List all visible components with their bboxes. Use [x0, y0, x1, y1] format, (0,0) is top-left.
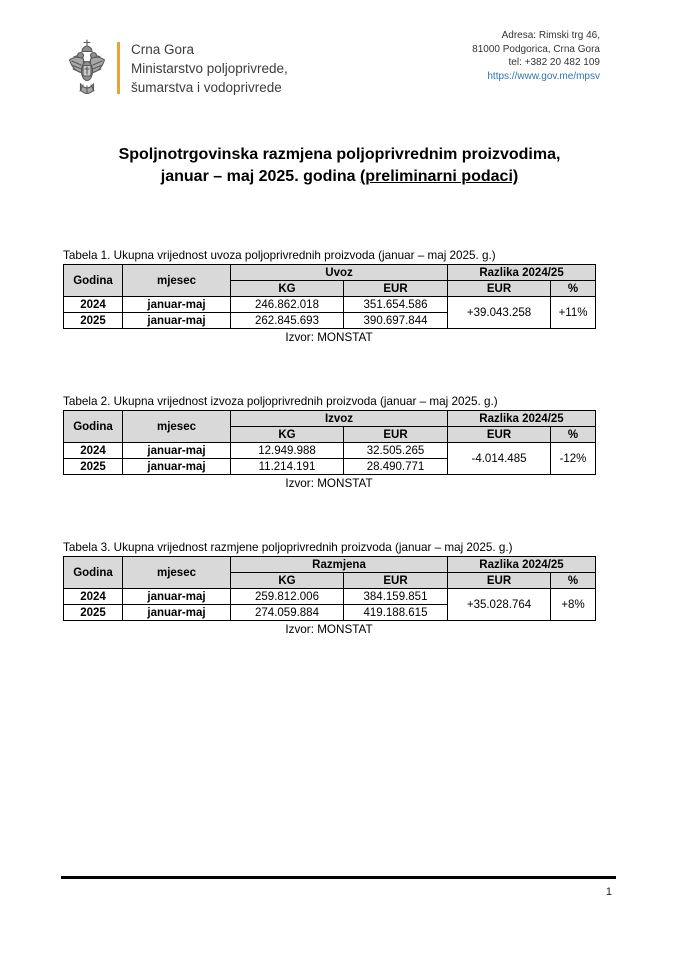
table3-row2-godina: 2025	[64, 605, 123, 621]
table1-header-group: Uvoz	[231, 265, 448, 281]
table1-row2-mjesec: januar-maj	[123, 313, 231, 329]
table1-caption: Tabela 1. Ukupna vrijednost uvoza poljoprivrednih proizvoda (januar – maj 2025. g.)	[63, 249, 496, 262]
org-name-block	[131, 40, 288, 97]
table3-razlika-pct-value: +8%	[551, 589, 596, 621]
table1-row2-godina: 2025	[64, 313, 123, 329]
table1-row2-eur: 390.697.844	[344, 313, 448, 329]
contact-block	[472, 29, 600, 83]
table3-razmjena	[63, 556, 596, 621]
table1-razlika-eur-value: +39.043.258	[448, 297, 551, 329]
table1-row1-eur: 351.654.586	[344, 297, 448, 313]
title-line1: Spoljnotrgovinska razmjena poljoprivrednim proizvodima,	[118, 146, 561, 163]
table1-row1-mjesec: januar-maj	[123, 297, 231, 313]
table3-header-group: Razmjena	[231, 557, 448, 573]
table3-header-eur: EUR	[344, 573, 448, 589]
table3-header-razlika: Razlika 2024/25	[448, 557, 596, 573]
table2-row2-kg: 11.214.191	[231, 459, 344, 475]
table1-row1-godina: 2024	[64, 297, 123, 313]
table2-razlika-pct-value: -12%	[551, 443, 596, 475]
contact-address-line1: Adresa: Rimski trg 46,	[501, 30, 600, 41]
document-title	[0, 144, 679, 188]
table1-uvoz	[63, 264, 596, 329]
table3-header-razlika-eur: EUR	[448, 573, 551, 589]
table1-header-godina: Godina	[64, 265, 123, 297]
org-country: Crna Gora	[131, 41, 195, 57]
contact-phone: tel: +382 20 482 109	[508, 57, 600, 68]
table1-header-kg: KG	[231, 281, 344, 297]
website-link[interactable]: https://www.gov.me/mpsv	[487, 70, 600, 82]
section-izvoz	[63, 395, 596, 490]
table3-caption: Tabela 3. Ukupna vrijednost razmjene poljoprivrednih proizvoda (januar – maj 2025. g.)	[63, 541, 513, 554]
table1-header-razlika-eur: EUR	[448, 281, 551, 297]
coat-of-arms-icon	[66, 38, 108, 98]
table1-header-razlika: Razlika 2024/25	[448, 265, 596, 281]
table3-row1-eur: 384.159.851	[344, 589, 448, 605]
section-razmjena	[63, 541, 596, 636]
table-row	[64, 589, 596, 605]
table3-source: Izvor: MONSTAT	[285, 623, 373, 636]
table1-razlika-pct-value: +11%	[551, 297, 596, 329]
table2-row1-mjesec: januar-maj	[123, 443, 231, 459]
section-uvoz	[63, 249, 596, 344]
table1-header-pct: %	[551, 281, 596, 297]
table2-header-razlika-eur: EUR	[448, 427, 551, 443]
contact-address-line2: 81000 Podgorica, Crna Gora	[472, 43, 600, 55]
table3-razlika-eur-value: +35.028.764	[448, 589, 551, 621]
footer-rule	[61, 876, 616, 879]
title-line2: januar – maj 2025. godina (preliminarni podaci)	[160, 168, 519, 185]
table2-row1-eur: 32.505.265	[344, 443, 448, 459]
table-row	[64, 297, 596, 313]
table2-row1-godina: 2024	[64, 443, 123, 459]
table2-row2-eur: 28.490.771	[344, 459, 448, 475]
table2-header-eur: EUR	[344, 427, 448, 443]
table2-source: Izvor: MONSTAT	[285, 477, 373, 490]
table3-header-mjesec: mjesec	[123, 557, 231, 589]
table3-row1-kg: 259.812.006	[231, 589, 344, 605]
table2-izvoz	[63, 410, 596, 475]
table3-row1-godina: 2024	[64, 589, 123, 605]
table-row	[64, 443, 596, 459]
table3-row1-mjesec: januar-maj	[123, 589, 231, 605]
table3-header-pct: %	[551, 573, 596, 589]
gold-divider	[117, 42, 120, 94]
table2-razlika-eur-value: -4.014.485	[448, 443, 551, 475]
table1-source: Izvor: MONSTAT	[285, 331, 373, 344]
table3-header-kg: KG	[231, 573, 344, 589]
table1-header-mjesec: mjesec	[123, 265, 231, 297]
table2-row1-kg: 12.949.988	[231, 443, 344, 459]
table2-caption: Tabela 2. Ukupna vrijednost izvoza poljoprivrednih proizvoda (januar – maj 2025. g.)	[63, 395, 498, 408]
table3-header-godina: Godina	[64, 557, 123, 589]
title-preliminary-note: (preliminarni podaci)	[359, 168, 519, 185]
table1-row1-kg: 246.862.018	[231, 297, 344, 313]
table2-header-pct: %	[551, 427, 596, 443]
table2-header-kg: KG	[231, 427, 344, 443]
table1-row2-kg: 262.845.693	[231, 313, 344, 329]
letterhead	[66, 38, 288, 98]
table1-header-eur: EUR	[344, 281, 448, 297]
table2-header-group: Izvoz	[231, 411, 448, 427]
table2-header-mjesec: mjesec	[123, 411, 231, 443]
table2-row2-godina: 2025	[64, 459, 123, 475]
table2-header-godina: Godina	[64, 411, 123, 443]
table3-row2-kg: 274.059.884	[231, 605, 344, 621]
table3-row2-eur: 419.188.615	[344, 605, 448, 621]
table2-row2-mjesec: januar-maj	[123, 459, 231, 475]
table2-header-razlika: Razlika 2024/25	[448, 411, 596, 427]
org-ministry-line2: šumarstva i vodoprivrede	[131, 79, 282, 95]
page-number: 1	[605, 886, 612, 898]
org-ministry-line1: Ministarstvo poljoprivrede,	[131, 60, 288, 76]
table3-row2-mjesec: januar-maj	[123, 605, 231, 621]
